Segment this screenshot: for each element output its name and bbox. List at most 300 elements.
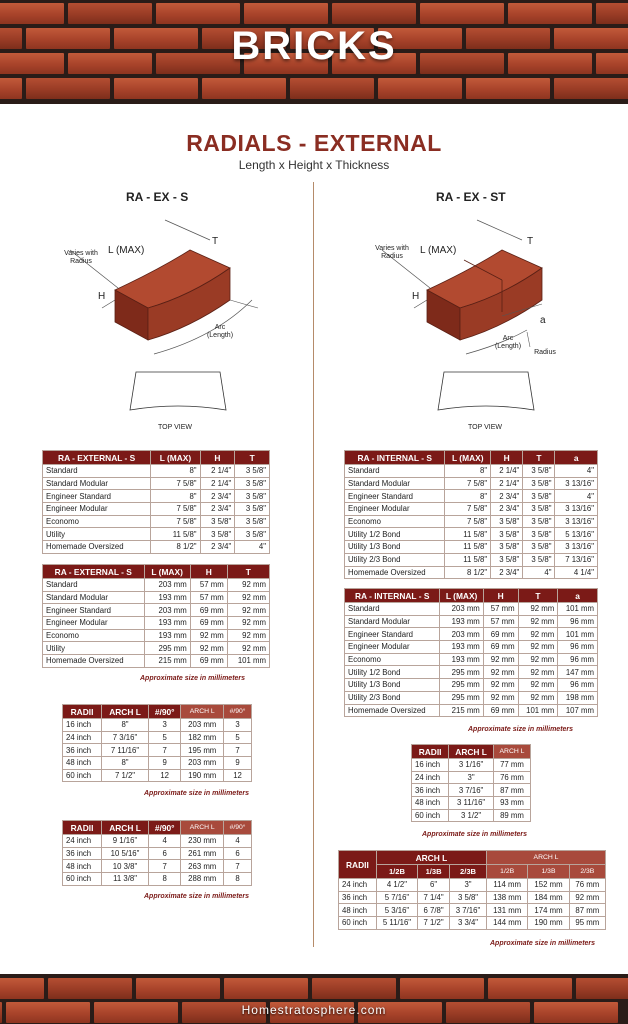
table-cell: 295 mm [144, 642, 190, 655]
table-cell: Engineer Modular [345, 641, 440, 654]
right-l-max-label: L (MAX) [420, 245, 457, 256]
table-cell: 7 1/2" [418, 917, 450, 930]
table-cell: 10 5/16" [102, 847, 149, 860]
table-cell: 2 3/4" [491, 566, 523, 579]
table-cell: 3 5/8" [523, 528, 555, 541]
table-cell: 11 5/8" [151, 528, 200, 541]
table-cell: 2 1/4" [491, 465, 523, 478]
table-cell: 4 [224, 835, 252, 848]
table-cell: 2 3/4" [200, 503, 235, 516]
table-cell: Standard Modular [43, 591, 145, 604]
table-cell: 174 mm [528, 904, 569, 917]
column-header: L (MAX) [445, 451, 491, 465]
table-cell: 7 [149, 744, 181, 757]
table-cell: 203 mm [440, 603, 483, 616]
table-cell: 3" [450, 879, 487, 892]
table-cell: 7 5/8" [445, 503, 491, 516]
table-cell: Utility [43, 528, 151, 541]
table-cell: 7 1/2" [102, 769, 149, 782]
table-row [345, 515, 598, 528]
table-cell: 5 7/16" [376, 891, 417, 904]
table-cell: Standard Modular [43, 477, 151, 490]
table-cell: Economo [345, 653, 440, 666]
table-header-row [412, 745, 531, 759]
right-h-label: H [412, 291, 420, 302]
table-cell: 16 inch [412, 759, 449, 772]
table-cell: 9 [224, 757, 252, 770]
table-row [63, 847, 252, 860]
table-cell: 89 mm [493, 809, 530, 822]
table-row [43, 541, 270, 554]
table-cell: 263 mm [181, 860, 224, 873]
table-row [345, 490, 598, 503]
column-header: ARCH L [181, 705, 224, 719]
table-cell: 92 mm [569, 891, 605, 904]
table-cell: 60 inch [63, 873, 102, 886]
right-radius-label: Radius [534, 349, 556, 356]
table-row [63, 860, 252, 873]
table-cell: 95 mm [569, 917, 605, 930]
left-note-mm: Approximate size in millimeters [140, 675, 246, 682]
table-cell: 92 mm [227, 617, 269, 630]
table-row [43, 604, 270, 617]
table-cell: 87 mm [569, 904, 605, 917]
table-cell: 3 5/8" [523, 477, 555, 490]
column-subheader: 2/3B [569, 865, 605, 879]
table-cell: 182 mm [181, 731, 224, 744]
table-row [339, 879, 606, 892]
column-header: H [483, 589, 518, 603]
table-cell: 2 1/4" [200, 477, 235, 490]
table-cell: 92 mm [483, 653, 518, 666]
table-cell: Utility 2/3 Bond [345, 553, 445, 566]
table-cell: 60 inch [412, 809, 449, 822]
table-cell: 195 mm [181, 744, 224, 757]
page-title: RADIALS - EXTERNAL [186, 130, 442, 156]
table-cell: 92 mm [518, 653, 558, 666]
table-cell: 69 mm [483, 641, 518, 654]
table-cell: 230 mm [181, 835, 224, 848]
table-cell: 4 [149, 835, 181, 848]
left-top-view-label: TOP VIEW [158, 424, 192, 431]
table-cell: 295 mm [440, 666, 483, 679]
table-cell: 193 mm [144, 591, 190, 604]
table-row [339, 904, 606, 917]
column-header: #/90° [149, 705, 181, 719]
table-row [345, 653, 598, 666]
table-cell: 5 [149, 731, 181, 744]
table-row [412, 809, 531, 822]
table-cell: Standard [345, 465, 445, 478]
table-cell: 7 5/8" [151, 515, 200, 528]
right-t-label: T [527, 236, 534, 247]
table-cell: 60 inch [339, 917, 377, 930]
table-cell: 7 3/16" [102, 731, 149, 744]
header-title: BRICKS [231, 24, 397, 68]
table-row [43, 465, 270, 478]
table-row [63, 744, 252, 757]
table-cell: 36 inch [63, 744, 102, 757]
table-cell: 4" [555, 490, 598, 503]
table-row [345, 477, 598, 490]
table-row [43, 503, 270, 516]
table-cell: 93 mm [493, 797, 530, 810]
column-header: RA - EXTERNAL - S [43, 451, 151, 465]
table-cell: Standard [345, 603, 440, 616]
right-note-mm: Approximate size in millimeters [468, 726, 574, 733]
top-view-right [436, 370, 536, 415]
table-header-row [63, 821, 252, 835]
table-cell: 69 mm [190, 604, 227, 617]
table-row [345, 566, 598, 579]
table-cell: 5 3/16" [376, 904, 417, 917]
table-cell: Homemade Oversized [43, 655, 145, 668]
table-cell: 203 mm [181, 757, 224, 770]
table-cell: 92 mm [518, 691, 558, 704]
table-cell: 3 1/2" [449, 809, 494, 822]
table-cell: Economo [43, 629, 145, 642]
right-section-label: RA - EX - ST [436, 190, 506, 204]
table-cell: 7 5/8" [445, 477, 491, 490]
table-cell: 147 mm [558, 666, 598, 679]
table-cell: 3 7/16" [450, 904, 487, 917]
table-cell: 87 mm [493, 784, 530, 797]
table-row [63, 731, 252, 744]
table-cell: 92 mm [483, 691, 518, 704]
column-header: ARCH L [487, 851, 606, 865]
table-row [63, 719, 252, 732]
left-l-max-label: L (MAX) [108, 245, 145, 256]
table-cell: 215 mm [440, 704, 483, 717]
table-cell: 24 inch [412, 771, 449, 784]
table-row [63, 769, 252, 782]
table-cell: Economo [43, 515, 151, 528]
table-cell: 198 mm [558, 691, 598, 704]
table-cell: 7 5/8" [151, 503, 200, 516]
table-row [63, 757, 252, 770]
table-cell: 16 inch [63, 719, 102, 732]
table-cell: 8" [151, 490, 200, 503]
table-cell: 60 inch [63, 769, 102, 782]
right-table-radii-1 [411, 744, 531, 822]
footer-site-name: Homestratosphere.com [241, 1003, 387, 1017]
column-header: RADII [63, 705, 102, 719]
table-cell: 193 mm [440, 615, 483, 628]
table-header-row [345, 589, 598, 603]
table-cell: 2 3/4" [491, 503, 523, 516]
table-row [345, 465, 598, 478]
table-cell: 3 13/16" [555, 541, 598, 554]
table-cell: 2 1/4" [200, 465, 235, 478]
table-cell: 4" [555, 465, 598, 478]
table-header-row [345, 451, 598, 465]
table-row [345, 666, 598, 679]
column-header: ARCH L [102, 705, 149, 719]
table-cell: 5 11/16" [376, 917, 417, 930]
table-cell: 3 5/8" [491, 515, 523, 528]
table-row [345, 503, 598, 516]
left-t-label: T [212, 236, 219, 247]
column-header: ARCH L [376, 851, 486, 865]
table-cell: 8 1/2" [151, 541, 200, 554]
table-cell: 6" [418, 879, 450, 892]
column-header: H [200, 451, 235, 465]
table-cell: 138 mm [487, 891, 528, 904]
table-cell: 261 mm [181, 847, 224, 860]
left-table-radii-1 [62, 704, 252, 782]
table-cell: 7 11/16" [102, 744, 149, 757]
column-header: H [491, 451, 523, 465]
table-cell: 7 [224, 744, 252, 757]
table-row [345, 553, 598, 566]
table-cell: 92 mm [518, 666, 558, 679]
right-table-mm [344, 588, 598, 717]
right-table-inches [344, 450, 598, 579]
table-row [412, 759, 531, 772]
table-cell: 3 5/8" [523, 465, 555, 478]
table-cell: 92 mm [518, 679, 558, 692]
table-row [63, 835, 252, 848]
table-cell: 3 5/8" [523, 503, 555, 516]
table-cell: 96 mm [558, 653, 598, 666]
left-table-mm [42, 564, 270, 668]
table-cell: 295 mm [440, 691, 483, 704]
column-header: RADII [412, 745, 449, 759]
column-header: #/90° [224, 705, 252, 719]
table-cell: 8" [102, 757, 149, 770]
table-cell: 203 mm [144, 604, 190, 617]
table-row [412, 771, 531, 784]
table-cell: 8" [445, 490, 491, 503]
right-varies-label: Varies with Radius [375, 245, 409, 260]
column-header: RADII [63, 821, 102, 835]
left-note-radii-1: Approximate size in millimeters [144, 790, 250, 797]
table-cell: 7 [224, 860, 252, 873]
table-cell: 152 mm [528, 879, 569, 892]
column-header: T [235, 451, 270, 465]
left-h-label: H [98, 291, 106, 302]
table-row [43, 591, 270, 604]
table-cell: 5 13/16" [555, 528, 598, 541]
table-row [345, 641, 598, 654]
table-cell: Utility 2/3 Bond [345, 691, 440, 704]
table-cell: 3 3/4" [450, 917, 487, 930]
table-row [43, 617, 270, 630]
table-cell: 193 mm [144, 629, 190, 642]
column-header: ARCH L [181, 821, 224, 835]
table-cell: 96 mm [558, 641, 598, 654]
column-header: L (MAX) [144, 565, 190, 579]
column-subheader: 1/2B [376, 865, 417, 879]
table-cell: 36 inch [339, 891, 377, 904]
table-cell: 101 mm [227, 655, 269, 668]
table-cell: 57 mm [190, 579, 227, 592]
table-cell: 3 13/16" [555, 503, 598, 516]
table-cell: 92 mm [483, 679, 518, 692]
table-cell: 11 3/8" [102, 873, 149, 886]
table-row [43, 490, 270, 503]
table-header-row [63, 705, 252, 719]
table-cell: Utility 1/2 Bond [345, 528, 445, 541]
table-row [345, 541, 598, 554]
table-cell: 92 mm [227, 604, 269, 617]
table-cell: 193 mm [440, 653, 483, 666]
table-cell: 8" [102, 719, 149, 732]
table-cell: 57 mm [190, 591, 227, 604]
table-cell: 9 1/16" [102, 835, 149, 848]
table-cell: 2 1/4" [491, 477, 523, 490]
table-cell: Engineer Modular [345, 503, 445, 516]
table-cell: 3 7/16" [449, 784, 494, 797]
header-brick-band [0, 0, 628, 104]
table-cell: Engineer Modular [43, 503, 151, 516]
table-cell: 101 mm [558, 603, 598, 616]
table-cell: 2 3/4" [200, 490, 235, 503]
table-row [345, 628, 598, 641]
table-header-row [43, 451, 270, 465]
table-cell: Homemade Oversized [345, 704, 440, 717]
table-cell: 215 mm [144, 655, 190, 668]
table-cell: 288 mm [181, 873, 224, 886]
table-cell: 3 5/8" [491, 541, 523, 554]
column-header: ARCH L [449, 745, 494, 759]
table-row [43, 515, 270, 528]
table-cell: 69 mm [190, 617, 227, 630]
table-cell: 144 mm [487, 917, 528, 930]
table-header-row [339, 851, 606, 865]
table-cell: 3 5/8" [235, 503, 270, 516]
column-subheader: 2/3B [450, 865, 487, 879]
table-cell: 10 3/8" [102, 860, 149, 873]
table-cell: 77 mm [493, 759, 530, 772]
table-row [43, 642, 270, 655]
table-cell: 76 mm [569, 879, 605, 892]
table-cell: 3 5/8" [235, 490, 270, 503]
table-cell: 3 13/16" [555, 477, 598, 490]
right-note-radii-1: Approximate size in millimeters [422, 831, 528, 838]
table-cell: 3 [149, 719, 181, 732]
column-header: a [558, 589, 598, 603]
table-cell: Engineer Standard [43, 490, 151, 503]
table-cell: 92 mm [518, 615, 558, 628]
table-cell: 3 5/8" [450, 891, 487, 904]
table-cell: 5 [224, 731, 252, 744]
table-cell: 190 mm [528, 917, 569, 930]
column-header: #/90° [224, 821, 252, 835]
table-cell: 12 [224, 769, 252, 782]
table-cell: 107 mm [558, 704, 598, 717]
table-cell: 190 mm [181, 769, 224, 782]
column-divider [313, 182, 314, 947]
table-cell: 295 mm [440, 679, 483, 692]
table-cell: 7 13/16" [555, 553, 598, 566]
table-cell: Standard [43, 579, 145, 592]
table-cell: 8 [224, 873, 252, 886]
table-cell: 92 mm [227, 591, 269, 604]
table-cell: 92 mm [190, 642, 227, 655]
column-header: ARCH L [102, 821, 149, 835]
table-cell: Standard Modular [345, 615, 440, 628]
left-table-inches [42, 450, 270, 554]
table-cell: 92 mm [518, 603, 558, 616]
table-cell: 36 inch [63, 847, 102, 860]
table-row [345, 528, 598, 541]
table-cell: 3 11/16" [449, 797, 494, 810]
table-row [43, 629, 270, 642]
table-cell: 131 mm [487, 904, 528, 917]
table-cell: 3 5/8" [491, 553, 523, 566]
table-row [339, 917, 606, 930]
top-view-left [128, 370, 228, 415]
brick-diagram-left [40, 212, 280, 362]
table-row [345, 691, 598, 704]
column-header: T [523, 451, 555, 465]
table-cell: 4 1/2" [376, 879, 417, 892]
table-cell: 3 5/8" [235, 515, 270, 528]
table-cell: 12 [149, 769, 181, 782]
table-row [345, 704, 598, 717]
table-cell: 92 mm [227, 629, 269, 642]
column-header: T [518, 589, 558, 603]
table-cell: 3 13/16" [555, 515, 598, 528]
right-table-radii-2 [338, 850, 606, 930]
table-cell: 8" [445, 465, 491, 478]
column-header: RA - INTERNAL - S [345, 451, 445, 465]
table-cell: 11 5/8" [445, 528, 491, 541]
table-cell: 193 mm [440, 641, 483, 654]
column-subheader: 1/3B [528, 865, 569, 879]
table-cell: Engineer Standard [345, 490, 445, 503]
table-cell: Engineer Modular [43, 617, 145, 630]
table-cell: 92 mm [227, 579, 269, 592]
table-cell: 3 [224, 719, 252, 732]
table-row [63, 873, 252, 886]
right-note-radii-2: Approximate size in millimeters [490, 940, 596, 947]
table-row [43, 528, 270, 541]
table-cell: 4" [523, 566, 555, 579]
table-row [412, 784, 531, 797]
table-cell: 7 1/4" [418, 891, 450, 904]
table-cell: Utility 1/3 Bond [345, 679, 440, 692]
brick-diagram-right [352, 212, 592, 362]
column-header: RA - INTERNAL - S [345, 589, 440, 603]
table-cell: 8 1/2" [445, 566, 491, 579]
table-cell: 203 mm [440, 628, 483, 641]
column-header: RA - EXTERNAL - S [43, 565, 145, 579]
table-cell: 57 mm [483, 615, 518, 628]
table-cell: 92 mm [227, 642, 269, 655]
table-cell: 92 mm [518, 628, 558, 641]
table-cell: 48 inch [63, 860, 102, 873]
table-cell: 7 5/8" [445, 515, 491, 528]
table-cell: 36 inch [412, 784, 449, 797]
table-cell: 57 mm [483, 603, 518, 616]
table-row [43, 655, 270, 668]
table-cell: 3 5/8" [200, 528, 235, 541]
table-row [345, 679, 598, 692]
table-row [43, 579, 270, 592]
table-cell: 3 5/8" [523, 553, 555, 566]
table-cell: 184 mm [528, 891, 569, 904]
table-cell: Engineer Standard [345, 628, 440, 641]
table-cell: 48 inch [412, 797, 449, 810]
table-cell: 3 5/8" [235, 477, 270, 490]
column-header: #/90° [149, 821, 181, 835]
table-cell: Homemade Oversized [43, 541, 151, 554]
table-cell: Utility [43, 642, 145, 655]
table-cell: 3 5/8" [491, 528, 523, 541]
table-cell: 92 mm [190, 629, 227, 642]
